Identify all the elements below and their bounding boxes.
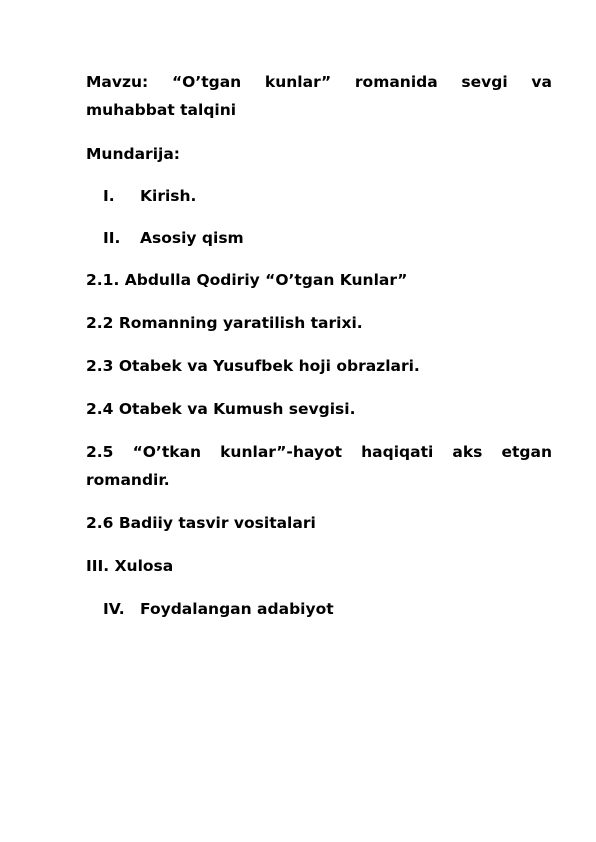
topic-word: kunlar” [264, 73, 332, 91]
topic-word: Mavzu: [86, 73, 149, 91]
toc-number: II. [103, 229, 121, 247]
toc-item-intro [103, 186, 569, 206]
toc-item-conclusion: III. Xulosa [86, 557, 174, 575]
toc-item-2-4: 2.4 Otabek va Kumush sevgisi. [86, 400, 356, 418]
topic-word: “O’tgan [171, 73, 242, 91]
toc-number: I. [103, 187, 115, 205]
topic-word: va [531, 73, 552, 91]
contents-label: Mundarija: [86, 145, 180, 163]
topic-line-2: muhabbat talqini [86, 101, 237, 119]
toc-item-2-1: 2.1. Abdulla Qodiriy “O’tgan Kunlar” [86, 271, 408, 289]
topic-word: romanida [354, 73, 438, 91]
toc-text: Asosiy qism [140, 229, 244, 247]
topic-line-1 [86, 72, 552, 92]
toc-item-references [103, 599, 569, 619]
toc-item-2-5-line-2: romandir. [86, 471, 170, 489]
toc-item-2-3: 2.3 Otabek va Yusufbek hoji obrazlari. [86, 357, 420, 375]
toc-word: haqiqati [361, 443, 434, 461]
toc-item-2-6: 2.6 Badiiy tasvir vositalari [86, 514, 316, 532]
toc-text: Kirish. [140, 187, 197, 205]
toc-item-main [103, 228, 569, 248]
toc-number: IV. [103, 600, 125, 618]
toc-item-2-5-line-1 [86, 442, 552, 462]
toc-word: “O’tkan [132, 443, 202, 461]
toc-word: kunlar”-hayot [220, 443, 343, 461]
toc-word: etgan [501, 443, 552, 461]
toc-word: aks [452, 443, 483, 461]
topic-word: sevgi [461, 73, 508, 91]
toc-word: 2.5 [86, 443, 114, 461]
toc-item-2-2: 2.2 Romanning yaratilish tarixi. [86, 314, 363, 332]
toc-text: Foydalangan adabiyot [140, 600, 334, 618]
